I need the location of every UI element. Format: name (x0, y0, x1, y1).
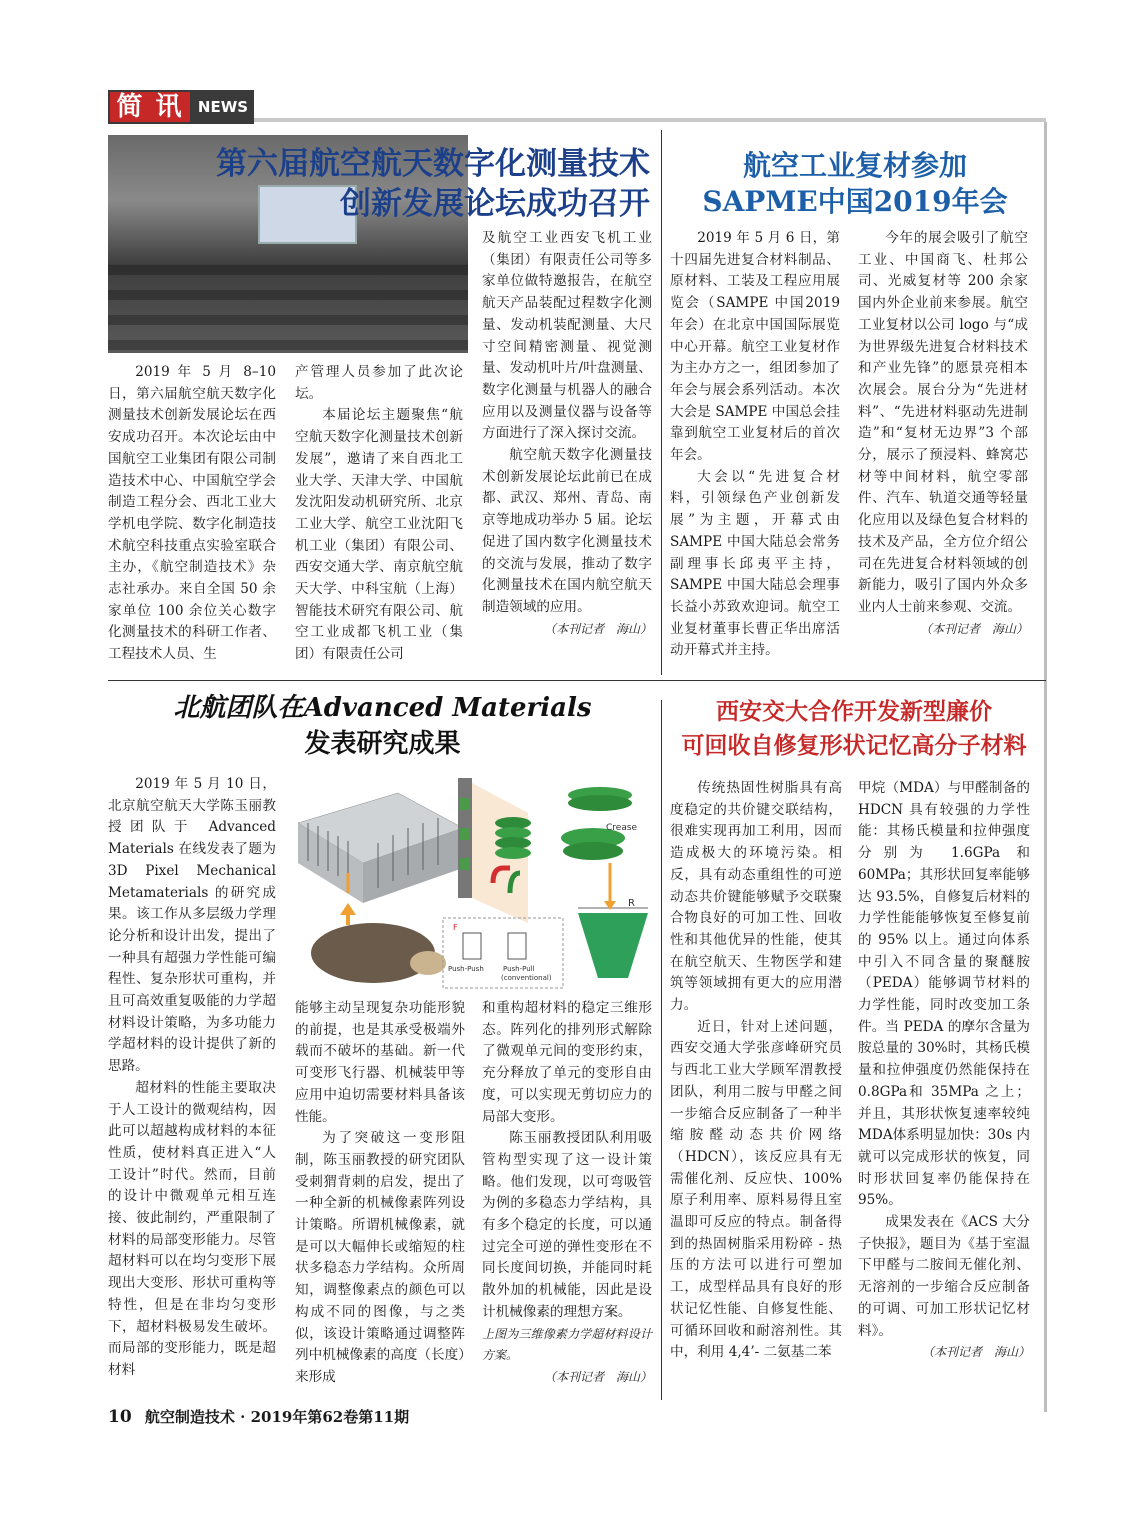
crease-rings (561, 787, 638, 860)
article3-col1 (108, 774, 276, 1382)
article2-paragraph: 今年的展会吸引了航空工业、中国商飞、杜邦公司、光威复材等 200 余家国内外企业前来参展。航空工业复材以公司 logo 与“成为世界级先进复合材料技术和产业先锋”的愿景亮相本次展会。展台分为“先进材料”、“先进材料驱动先进制造”和“复材无边界”3 个部分，展示了预浸料、蜂窝芯材等中间材料，航空零部件、汽车、轨道交通等轻量化应用以及绿色复合材料的技术及产品，全方位介绍公司在先进复合材料领域的创新能力，吸引了国内外众多业内人士前来参观、交流。 (858, 230, 1028, 615)
section-title-zh: 简 讯 (110, 92, 190, 122)
article2-title (670, 148, 1040, 220)
article3-paragraph: 超材料的性能主要取决于人工设计的微观结构，因此可以超越构成材料的本征性质，使材料真正进入“人工设计”时代。然而，目前的设计中微观单元相互连接、彼此制约，严重限制了材料的局部变形能力。尽管超材料可以在均匀变形下展现出大变形、形状可重构等特性，但是在非均匀变形下，超材料极易发生破坏。而局部的变形能力，既是超材料 (108, 1079, 276, 1378)
article2-title-line2: SAPME中国2019年会 (702, 185, 1008, 218)
article4-paragraph: 近日，针对上述问题，西安交通大学张彦峰研究员与西北工业大学顾军渭教授团队，利用二胺与甲醛之间一步缩合反应制备了一种半缩胺醛动态共价网络（HDCN），该反应具有无需催化剂、反应快、100% 原子利用率、原料易得且室温即可反应的特点。制备得到的热固树脂采用粉碎 - 热压的方法可以进行可塑加工，成型样品具有良好的形状记忆性能、自修复性能、可循环回收和耐溶剂性。其中，利用 4,4’- 二氨基二苯 (670, 1018, 842, 1361)
push-pull-label: Push-Pull (503, 965, 535, 973)
article2-col2 (858, 228, 1028, 640)
force-label: F (453, 923, 458, 932)
crease-label: Crease (606, 823, 638, 833)
column-divider (661, 700, 662, 1400)
article1-col2 (295, 362, 463, 666)
article3-col3 (482, 998, 652, 1389)
conventional-label: (conventional) (501, 974, 552, 982)
article4-credit: （本刊记者 海山） (921, 1345, 1030, 1360)
metamaterial-figure (288, 773, 660, 993)
article3-paragraph: 能够主动呈现复杂功能形貌的前提，也是其承受极端外载而不破坏的基础。新一代可变形飞行器、机械装甲等应用中迫切需要材料具备该性能。 (295, 1000, 465, 1125)
article1-title-line1: 第六届航空航天数字化测量技术 (216, 146, 650, 182)
article3-col2 (295, 998, 465, 1389)
page-number: 10 (108, 1407, 132, 1427)
article4-title-line2: 可回收自修复形状记忆高分子材料 (681, 732, 1027, 759)
article3-title (110, 690, 655, 762)
article4-title (668, 695, 1040, 763)
article4-paragraph: 传统热固性树脂具有高度稳定的共价键交联结构，很难实现再加工利用，因而造成极大的环境污染。相反，具有动态重组性的可逆动态共价键能够赋予交联聚合物良好的可加工性、回收性和其他优异的性能，使其在航空航天、生物医学和建筑等领域拥有更大的应用潜力。 (670, 780, 842, 1014)
article3-paragraph: 为了突破这一变形阻制，陈玉丽教授的研究团队受刺猬背刺的启发，提出了一种全新的机械像素阵列设计策略。所谓机械像素，就是可以大幅伸长或缩短的柱状多稳态力学结构。众所周知，调整像素点的颜色可以构成不同的图像，与之类似，该设计策略通过调整阵列中机械像素的高度（长度）来形成 (295, 1130, 465, 1385)
article1-col1 (108, 362, 276, 666)
row-divider (108, 680, 1046, 681)
article3-paragraph: 和重构超材料的稳定三维形态。阵列化的排列形式解除了微观单元间的变形约束，充分释放了单元的变形自由度，可以实现无剪切应力的局部大变形。 (482, 1000, 652, 1125)
article2-paragraph: 2019 年 5 月 6 日，第十四届先进复合材料制品、原材料、工装及工程应用展览会（SAMPE 中国2019 年会）在北京中国国际展览中心开幕。航空工业复材作为主办方之一，组团参加了年会与展会系列活动。本次大会是 SAMPE 中国总会挂靠到航空工业复材后的首次年会。 (670, 230, 840, 464)
cone-geometry (578, 913, 648, 978)
article3-paragraph: 2019 年 5 月 10 日，北京航空航天大学陈玉丽教授团队于 Advanced Materials 在线发表了题为 3D Pixel Mechanical Metamaterials 的研究成果。该工作从多层级力学理论分析和设计出发，提出了一种具有超强力学性能可编程性、复杂形状可重构，并且可高效重复吸能的力学超材料设计策略，为多功能力学超材料的设计提供了新的思路。 (108, 776, 276, 1075)
article3-paragraph: 陈玉丽教授团队利用吸管构型实现了这一设计策略。他们发现，以可弯吸管为例的多稳态力学结构，具有多个稳定的长度，可以通过完全可逆的弹性变形在不同长度间切换，并能同时耗散外加的机械能，因此是设计机械像素的理想方案。 (482, 1130, 652, 1320)
article2-title-line1: 航空工业复材参加 (742, 149, 967, 182)
article2-credit: （本刊记者 海山） (919, 621, 1028, 636)
push-push-label: Push-Push (448, 965, 484, 973)
page-footer (108, 1406, 608, 1427)
article1-paragraph: 及航空工业西安飞机工业（集团）有限责任公司等多家单位做特邀报告，在航空航天产品装配过程数字化测量、发动机装配测量、大尺寸空间精密测量、视觉测量、发动机叶片/叶盘测量、数字化测量与机器人的融合应用以及测量仪器与设备等方面进行了深入探讨交流。 (482, 230, 652, 442)
article3-title-line2: 发表研究成果 (304, 729, 461, 759)
section-title-en: NEWS (197, 98, 249, 116)
article3-title-line1: 北航团队在Advanced Materials (173, 693, 592, 723)
article1-col3 (482, 228, 652, 640)
article3-credit: （本刊记者 海山） (543, 1369, 652, 1384)
article1-paragraph: 产管理人员参加了此次论坛。 (295, 364, 463, 402)
article1-paragraph: 2019 年 5 月 8–10 日，第六届航空航天数字化测量技术创新发展论坛在西安成功召开。本次论坛由中国航空工业集团有限公司制造技术中心、中国航空学会制造工程分会、西北工业大学机电学院、数字化制造技术航空科技重点实验室联合主办，《航空制造技术》杂志社承办。来自全国 50 余家单位 100 余位关心数字化测量技术的科研工作者、工程技术人员、生 (108, 364, 276, 663)
journal-issue: 航空制造技术 · 2019年第62卷第11期 (144, 1408, 410, 1426)
page-edge-rule (1044, 122, 1047, 1412)
figure-caption: 上图为三维像素力学超材料设计方案。 (482, 1326, 652, 1363)
article1-paragraph: 本届论坛主题聚焦“航空航天数字化测量技术创新发展”，邀请了来自西北工业大学、天津大学、中国航发沈阳发动机研究所、北京工业大学、航空工业沈阳飞机工业（集团）有限公司、西安交通大学、南京航空航天大学、中科宝航（上海）智能技术研究有限公司、航空工业成都飞机工业（集团）有限责任公司 (295, 407, 463, 663)
article2-col1 (670, 228, 840, 662)
hedgehog-image (311, 923, 435, 983)
radius-label: R (628, 898, 635, 909)
article1-credit: （本刊记者 海山） (543, 621, 652, 636)
article4-paragraph: 成果发表在《ACS 大分子快报》，题目为《基于室温下甲醛与二胺间无催化剂、无溶剂的一步缩合反应制备的可调、可加工形状记忆材料》。 (858, 1214, 1030, 1339)
article4-title-line1: 西安交大合作开发新型廉价 (716, 698, 992, 725)
column-divider (661, 130, 662, 675)
article2-paragraph: 大会以“先进复合材料，引领绿色产业创新发展”为主题，开幕式由 SAMPE 中国大陆总会常务副理事长邱夷平主持，SAMPE 中国大陆总会理事长益小苏致欢迎词。航空工业复材董事长曹正华出席活动开幕式并主持。 (670, 468, 840, 659)
article1-title (200, 144, 650, 224)
article1-title-line2: 创新发展论坛成功召开 (340, 186, 650, 222)
article1-paragraph: 航空航天数字化测量技术创新发展论坛此前已在成都、武汉、郑州、青岛、南京等地成功举办 5 届。论坛促进了国内数字化测量技术的交流与发展，推动了数字化测量技术在国内航空航天制造领域的应用。 (482, 447, 652, 615)
pillar-array (298, 793, 463, 903)
article4-paragraph: 甲烷（MDA）与甲醛制备的 HDCN 具有较强的力学性能：其杨氏模量和拉伸强度分别为 1.6GPa 和60MPa；其形状回复率能够达 93.5%，自修复后材料的力学性能能够恢复至修复前的 95% 以上。通过向体系中引入不同含量的聚醚胺（PEDA）能够调节材料的力学性能，同时改变加工条件。当 PEDA 的摩尔含量为胺总量的 30%时，其杨氏模量和拉伸强度仍然能保持在 0.8GPa和 35MPa 之上；并且，其形状恢复速率较纯 MDA体系明显加快：30s 内就可以完成形状的恢复，同时形状回复率仍能保持在95%。 (858, 780, 1030, 1209)
article4-col2 (858, 778, 1030, 1364)
article4-col1 (670, 778, 842, 1364)
